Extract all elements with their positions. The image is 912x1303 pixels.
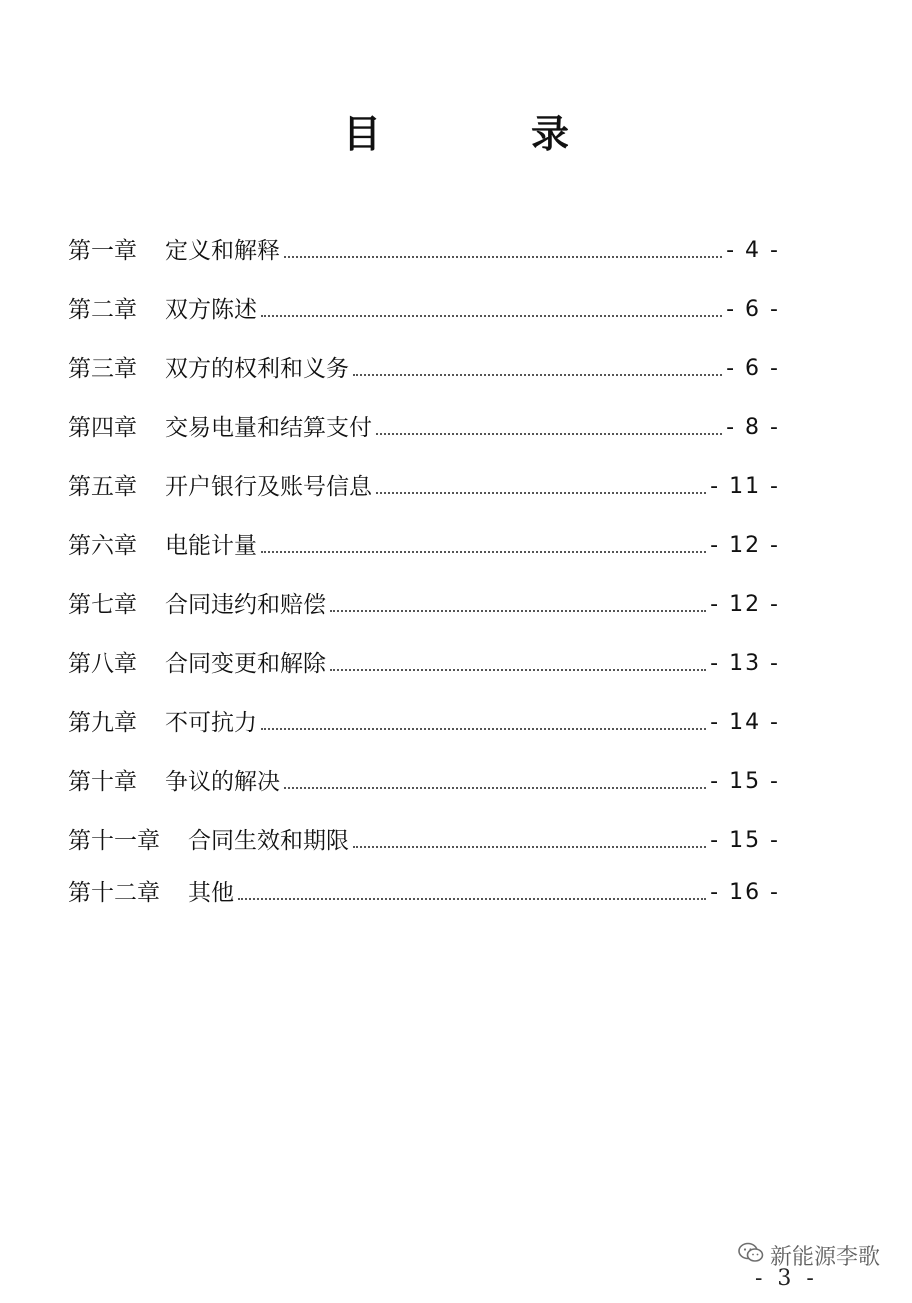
toc-page-number: - 6 - <box>726 356 780 381</box>
toc-dot-leader <box>261 727 706 730</box>
toc-page-number: - 14 - <box>710 710 780 735</box>
toc-page-number: - 13 - <box>710 651 780 676</box>
toc-page-number: - 15 - <box>710 828 780 853</box>
toc-entry[interactable] <box>68 584 780 620</box>
toc-dot-leader <box>238 897 706 900</box>
toc-page-number: - 12 - <box>710 592 780 617</box>
toc-chapter-number: 第十一章 <box>68 828 160 854</box>
toc-entry[interactable] <box>68 643 780 679</box>
toc-chapter-title: 交易电量和结算支付 <box>165 415 372 441</box>
toc-dot-leader <box>284 255 722 258</box>
toc-entry[interactable] <box>68 872 780 908</box>
toc-entry[interactable] <box>68 466 780 502</box>
toc-page-number: - 8 - <box>726 415 780 440</box>
toc-chapter-title: 争议的解决 <box>165 769 280 795</box>
toc-chapter-title: 其他 <box>188 880 234 906</box>
toc-page-number: - 12 - <box>710 533 780 558</box>
toc-chapter-number: 第六章 <box>68 533 137 559</box>
toc-chapter-title: 电能计量 <box>165 533 257 559</box>
toc-chapter-title: 开户银行及账号信息 <box>165 474 372 500</box>
toc-entry[interactable] <box>68 407 780 443</box>
toc-dot-leader <box>284 786 706 789</box>
toc-chapter-number: 第二章 <box>68 297 137 323</box>
toc-dot-leader <box>353 845 706 848</box>
toc-chapter-title: 合同变更和解除 <box>165 651 326 677</box>
toc-chapter-title: 合同生效和期限 <box>188 828 349 854</box>
toc-chapter-number: 第五章 <box>68 474 137 500</box>
toc-entry[interactable] <box>68 230 780 266</box>
toc-chapter-number: 第三章 <box>68 356 137 382</box>
toc-chapter-number: 第十章 <box>68 769 137 795</box>
page-number: - 3 - <box>755 1266 818 1291</box>
toc-dot-leader <box>330 609 706 612</box>
watermark-text: 新能源李歌 <box>770 1245 881 1270</box>
toc-chapter-number: 第一章 <box>68 238 137 264</box>
toc-page-number: - 11 - <box>710 474 780 499</box>
toc-entry[interactable] <box>68 820 780 856</box>
toc-dot-leader <box>353 373 722 376</box>
toc-chapter-title: 双方的权利和义务 <box>165 356 349 382</box>
toc-page-number: - 6 - <box>726 297 780 322</box>
toc-entry[interactable] <box>68 348 780 384</box>
toc-dot-leader <box>261 550 706 553</box>
toc-dot-leader <box>376 491 706 494</box>
toc-chapter-title: 合同违约和赔偿 <box>165 592 326 618</box>
toc-entry[interactable] <box>68 289 780 325</box>
toc-chapter-title: 定义和解释 <box>165 238 280 264</box>
toc-chapter-title: 双方陈述 <box>165 297 257 323</box>
toc-dot-leader <box>330 668 706 671</box>
toc-chapter-number: 第八章 <box>68 651 137 677</box>
toc-chapter-title: 不可抗力 <box>165 710 257 736</box>
toc-dot-leader <box>261 314 722 317</box>
toc-page-number: - 15 - <box>710 769 780 794</box>
toc-entry[interactable] <box>68 761 780 797</box>
toc-entry[interactable] <box>68 525 780 561</box>
toc-entry[interactable] <box>68 702 780 738</box>
toc-page-number: - 16 - <box>710 880 780 905</box>
toc-page-number: - 4 - <box>726 238 780 263</box>
toc-chapter-number: 第九章 <box>68 710 137 736</box>
toc-chapter-number: 第十二章 <box>68 880 160 906</box>
toc-dot-leader <box>376 432 722 435</box>
toc-title: 目 录 <box>342 112 625 156</box>
toc-chapter-number: 第七章 <box>68 592 137 618</box>
toc-chapter-number: 第四章 <box>68 415 137 441</box>
